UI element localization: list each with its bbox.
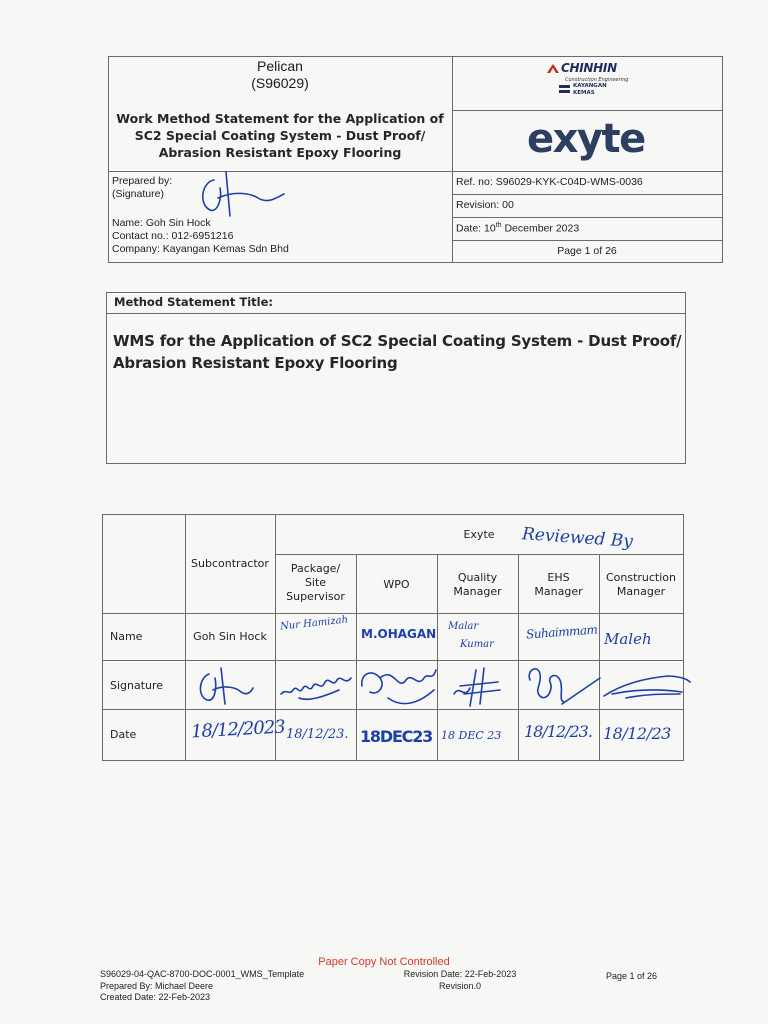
frame-line bbox=[685, 292, 686, 464]
name-quality-line: Malar bbox=[448, 621, 479, 632]
kemas-mark-icon bbox=[559, 90, 570, 93]
signature-subcontractor-icon bbox=[195, 664, 255, 706]
col-package-line: Site bbox=[304, 576, 327, 589]
date-ehs-manager: 18/12/23. bbox=[524, 722, 592, 741]
name-quality-line: Kumar bbox=[460, 639, 494, 650]
frame-line bbox=[452, 110, 722, 111]
method-statement-title: Abrasion Resistant Epoxy Flooring bbox=[113, 354, 398, 372]
chinhin-emblem-icon bbox=[546, 63, 560, 75]
doc-title-line: Work Method Statement for the Application of bbox=[116, 111, 444, 126]
kayangan-mark-icon bbox=[559, 85, 570, 88]
col-ehs-manager bbox=[518, 571, 599, 599]
col-quality-manager bbox=[437, 571, 518, 599]
col-wpo: WPO bbox=[383, 578, 410, 591]
document-date-suffix: th bbox=[495, 222, 502, 229]
prepared-by-label: Prepared by: bbox=[112, 175, 173, 187]
frame-line bbox=[106, 313, 686, 314]
preparer-name: Name: Goh Sin Hock bbox=[112, 217, 211, 229]
name-quality-manager bbox=[448, 618, 494, 654]
frame-line bbox=[106, 292, 686, 293]
signature-ehs-manager-icon bbox=[522, 660, 602, 712]
name-package-supervisor: Nur Hamizah bbox=[279, 614, 349, 633]
uncontrolled-copy-notice: Paper Copy Not Controlled bbox=[318, 956, 450, 968]
signature-quality-manager-icon bbox=[446, 664, 506, 708]
table-line bbox=[102, 514, 684, 515]
row-label-date: Date bbox=[110, 728, 137, 741]
row-label-name: Name bbox=[110, 630, 143, 643]
table-line bbox=[102, 760, 684, 761]
col-ehs-line: Manager bbox=[534, 585, 583, 598]
footer-prepared-by: Prepared By: Michael Deere bbox=[100, 980, 214, 991]
date-wpo: 18DEC23 bbox=[360, 727, 433, 746]
ref-number: Ref. no: S96029-KYK-C04D-WMS-0036 bbox=[456, 176, 643, 188]
frame-line bbox=[722, 56, 723, 263]
name-subcontractor: Goh Sin Hock bbox=[193, 630, 267, 643]
footer-revision-date: Revision Date: 22-Feb-2023 bbox=[403, 969, 517, 979]
date-construction-manager: 18/12/23 bbox=[603, 724, 671, 743]
exyte-group-header: Exyte bbox=[463, 528, 495, 541]
chinhin-tagline: Construction Engineering bbox=[565, 77, 629, 83]
kemas-text: KEMAS bbox=[573, 90, 595, 96]
footer-revision: Revision.0 bbox=[438, 980, 482, 991]
footer-created-date: Created Date: 22-Feb-2023 bbox=[100, 992, 211, 1002]
col-quality-line: Manager bbox=[453, 585, 502, 598]
signature-wpo-icon bbox=[358, 662, 440, 710]
table-line bbox=[683, 514, 684, 761]
document-date bbox=[456, 222, 579, 235]
col-construction-line: Construction bbox=[605, 571, 677, 584]
revision-number: Revision: 00 bbox=[456, 199, 514, 211]
signature-label: (Signature) bbox=[112, 188, 164, 200]
col-subcontractor: Subcontractor bbox=[191, 557, 269, 570]
doc-title-line: SC2 Special Coating System - Dust Proof/ bbox=[134, 128, 426, 143]
col-construction-line: Manager bbox=[616, 585, 666, 598]
date-subcontractor: 18/12/2023 bbox=[190, 716, 286, 743]
col-package-line: Supervisor bbox=[286, 590, 345, 603]
frame-line bbox=[108, 56, 723, 57]
reviewed-by-note: Reviewed By bbox=[521, 524, 634, 552]
date-package-supervisor: 18/12/23. bbox=[286, 727, 349, 742]
footer-doc-id: S96029-04-QAC-8700-DOC-0001_WMS_Template bbox=[100, 969, 305, 979]
page-number: Page 1 of 26 bbox=[557, 245, 617, 257]
preparer-signature-icon bbox=[196, 168, 286, 220]
chinhin-wordmark: CHINHIN bbox=[561, 61, 617, 75]
preparer-contact: Contact no.: 012-6951216 bbox=[112, 230, 234, 242]
name-ehs-manager: Suhaimmam bbox=[525, 622, 598, 642]
project-name: Pelican bbox=[257, 58, 303, 74]
frame-line bbox=[106, 292, 107, 464]
frame-line bbox=[106, 463, 686, 464]
frame-line bbox=[452, 217, 722, 218]
date-quality-manager: 18 DEC 23 bbox=[441, 729, 502, 742]
frame-line bbox=[452, 194, 722, 195]
name-wpo: M.OHAGAN bbox=[361, 627, 437, 641]
project-code: (S96029) bbox=[251, 75, 309, 91]
preparer-company: Company: Kayangan Kemas Sdn Bhd bbox=[112, 243, 289, 255]
table-line bbox=[102, 514, 103, 761]
frame-line bbox=[452, 56, 453, 263]
signature-construction-manager-icon bbox=[602, 668, 692, 700]
col-construction-manager bbox=[599, 571, 683, 599]
method-statement-title: WMS for the Application of SC2 Special Coating System - Dust Proof/ bbox=[113, 332, 682, 350]
method-statement-label: Method Statement Title: bbox=[114, 295, 273, 309]
table-line bbox=[102, 613, 684, 614]
col-package-line: Package/ bbox=[290, 562, 341, 575]
frame-line bbox=[452, 171, 722, 172]
table-line bbox=[275, 554, 684, 555]
name-construction-manager: Maleh bbox=[604, 630, 652, 648]
exyte-logo: exyte bbox=[527, 116, 645, 162]
document-date-prefix: Date: 10 bbox=[456, 222, 496, 235]
col-ehs-line: EHS bbox=[547, 571, 570, 584]
document-date-rest: December 2023 bbox=[501, 222, 580, 235]
doc-title-line: Abrasion Resistant Epoxy Flooring bbox=[158, 145, 402, 160]
col-quality-line: Quality bbox=[457, 571, 498, 584]
row-label-signature: Signature bbox=[110, 679, 164, 692]
kayangan-text: KAYANGAN bbox=[573, 83, 607, 89]
signature-package-supervisor-icon bbox=[279, 668, 357, 706]
frame-line bbox=[108, 262, 723, 263]
frame-line bbox=[452, 240, 722, 241]
col-package-supervisor bbox=[275, 562, 356, 604]
footer-page-number: Page 1 of 26 bbox=[606, 971, 658, 981]
